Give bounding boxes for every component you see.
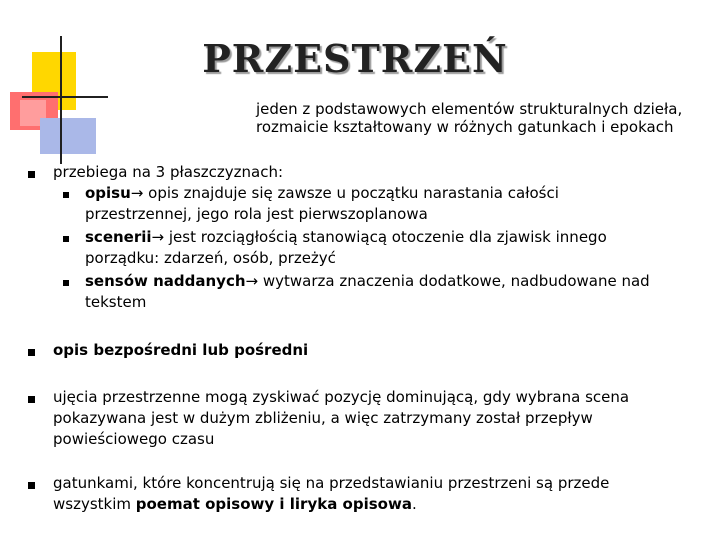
arrow-glyph: →	[130, 184, 144, 202]
subtitle-line-1: jeden z podstawowych elementów strukturalnych dzieła,	[256, 100, 683, 118]
vertical-line	[60, 36, 62, 164]
sub-bullet-3-term: sensów naddanych	[85, 272, 246, 290]
sub-bullet-2-term: scenerii	[85, 228, 152, 246]
sub-bullet-marker	[63, 280, 69, 286]
bullet-2-text	[53, 340, 308, 361]
slide-subtitle	[256, 100, 716, 136]
slide-title: PRZESTRZEŃ	[202, 36, 508, 81]
bullet-marker	[28, 349, 35, 356]
sub-bullet-1-term: opisu	[85, 184, 131, 202]
sub-bullet-2-line-1	[85, 227, 607, 248]
sub-bullet-marker	[63, 192, 69, 198]
sub-bullet-2-line-2: porządku: zdarzeń, osób, przeżyć	[85, 249, 336, 267]
sub-bullet-1-line-2: przestrzennej, jego rola jest pierwszoplanowa	[85, 205, 428, 223]
bullet-marker	[28, 482, 35, 489]
sub-bullet-3-line-2: tekstem	[85, 293, 147, 311]
sub-bullet-3-text: wytwarza znaczenia dodatkowe, nadbudowane nad	[258, 272, 650, 290]
bullet-3-line-2: pokazywana jest w dużym zbliżeniu, a więc zatrzymany został przepływ	[53, 409, 593, 427]
bullet-4-line-1: gatunkami, które koncentrują się na przedstawianiu przestrzeni są przede	[53, 474, 610, 492]
bullet-1-text: przebiega na 3 płaszczyznach:	[53, 163, 284, 181]
arrow-glyph: →	[245, 272, 259, 290]
sub-bullet-1-text: opis znajduje się zawsze u początku narastania całości	[143, 184, 559, 202]
bullet-4-post: .	[411, 495, 417, 513]
horizontal-line	[22, 96, 108, 98]
bullet-3-line-3: powieściowego czasu	[53, 430, 215, 448]
sub-bullet-2-text: jest rozciągłością stanowiącą otoczenie dla zjawisk innego	[164, 228, 607, 246]
sub-bullet-1-line-1	[85, 183, 559, 204]
bullet-marker	[28, 171, 35, 178]
sub-bullet-3-line-1	[85, 271, 650, 292]
bullet-4-bold: poemat opisowy i liryka opisowa	[135, 495, 412, 513]
blue-square	[40, 118, 96, 154]
bullet-3-line-1: ujęcia przestrzenne mogą zyskiwać pozycję dominującą, gdy wybrana scena	[53, 388, 630, 406]
arrow-glyph: →	[151, 228, 165, 246]
bullet-4-line-2	[53, 494, 417, 515]
bullet-2-bold: opis bezpośredni lub pośredni	[53, 341, 309, 359]
bullet-4-pre: wszystkim	[53, 495, 136, 513]
subtitle-line-2: rozmaicie kształtowany w różnych gatunkach i epokach	[256, 118, 674, 136]
bullet-marker	[28, 396, 35, 403]
sub-bullet-marker	[63, 236, 69, 242]
